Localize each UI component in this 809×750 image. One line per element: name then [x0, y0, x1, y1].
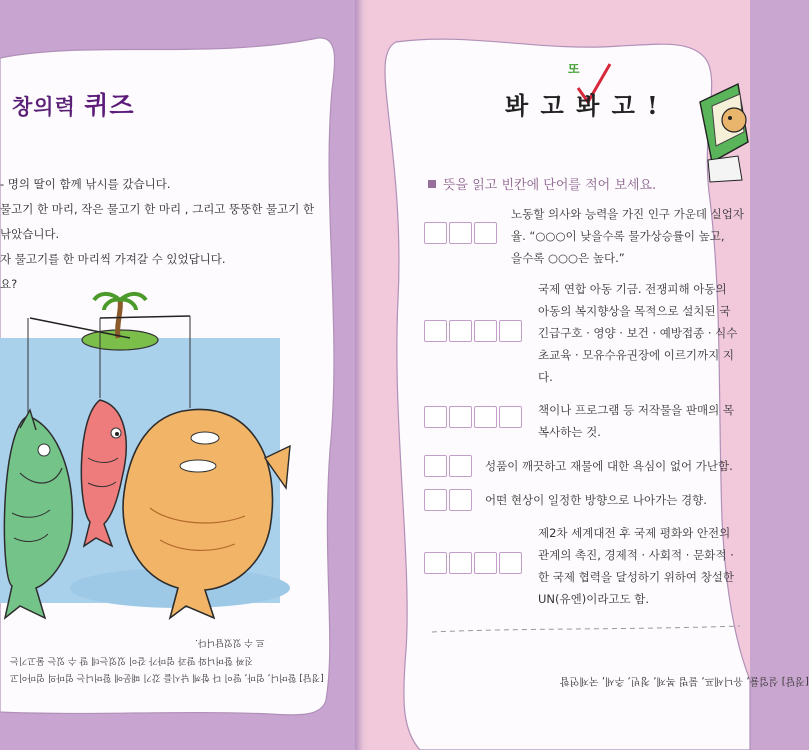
answer-box[interactable] — [424, 222, 447, 244]
answer-box[interactable] — [474, 222, 497, 244]
answer-box[interactable] — [474, 320, 497, 342]
quiz-line-5: 요? — [0, 277, 18, 291]
answer-line-2: 진짜 할머니와 딸과 엄마가 같이 있었는데 딸 수 있는 물고기는 — [10, 655, 254, 665]
instruction-text — [428, 174, 656, 193]
definition-2-line-5: 다. — [538, 370, 553, 384]
answer-footer: [정답] 실업률, 유니세프, 불법 복제, 청빈, 추세, 국제연합 — [560, 675, 809, 686]
instruction-label: 뜻을 읽고 빈칸에 단어를 적어 보세요. — [443, 178, 657, 193]
definition-1-line-3: 을수록 ○○○은 높다.” — [511, 251, 625, 265]
definition-2-line-1: 국제 연합 아동 기금. 전쟁피해 아동의 — [538, 282, 727, 296]
answer-boxes-4[interactable] — [424, 455, 474, 477]
definition-6-line-4: UN(유엔)이라고도 함. — [538, 592, 650, 606]
answer-box[interactable] — [449, 222, 472, 244]
answer-box[interactable] — [424, 455, 447, 477]
answer-boxes-3[interactable] — [424, 406, 524, 428]
definition-4-line-1: 성품이 깨끗하고 재물에 대한 욕심이 없어 가난함. — [485, 459, 733, 473]
answer-box[interactable] — [449, 406, 472, 428]
answer-box[interactable] — [424, 406, 447, 428]
quiz-title-main: 퀴즈 — [84, 91, 135, 120]
bullet-square-icon — [428, 180, 436, 188]
definition-5-line-1: 어떤 현상이 일정한 방향으로 나아가는 경향. — [485, 493, 707, 507]
answer-line-1: [정답] 할머니, 엄마, 딸이 다 함께 낚시를 갔기 때문에 할머니는 엄마의 엄마이고 — [10, 672, 324, 682]
answer-box[interactable] — [424, 489, 447, 511]
right-paper — [385, 39, 750, 750]
definition-1-line-1: 노동할 의사와 능력을 가진 인구 가운데 실업자 — [511, 207, 745, 221]
quiz-title-prefix: 창의력 — [12, 95, 76, 119]
answer-box[interactable] — [449, 455, 472, 477]
quiz-line-4: 자 물고기를 한 마리씩 가져갈 수 있었답니다. — [0, 252, 226, 266]
definition-6-line-2: 관계의 촉진, 경제적 · 사회적 · 문화적 · — [538, 548, 734, 562]
quiz-title — [12, 86, 134, 122]
quiz-line-1: - 명의 딸이 함께 낚시를 갔습니다. — [0, 177, 171, 191]
quiz-line-2: 물고기 한 마리, 작은 물고기 한 마리 , 그리고 뚱뚱한 물고기 한 — [0, 202, 315, 216]
answer-boxes-1[interactable] — [424, 222, 499, 244]
definition-6-line-3: 한 국제 협력을 달성하기 위하여 창설한 — [538, 570, 735, 584]
answer-box[interactable] — [499, 320, 522, 342]
answer-boxes-2[interactable] — [424, 320, 524, 342]
answer-box[interactable] — [424, 320, 447, 342]
answer-box[interactable] — [499, 406, 522, 428]
definition-3-line-2: 복사하는 것. — [538, 425, 601, 439]
answer-line-3: 르 수 있었답니다. — [195, 637, 265, 647]
answer-box[interactable] — [449, 552, 472, 574]
header-badge: 또 — [568, 62, 580, 76]
answer-boxes-5[interactable] — [424, 489, 474, 511]
answer-box[interactable] — [474, 406, 497, 428]
quiz-line-3: 낚았습니다. — [0, 227, 60, 241]
definition-2-line-2: 아동의 복지향상을 목적으로 설치된 국 — [538, 304, 731, 318]
answer-box[interactable] — [474, 552, 497, 574]
definition-3-line-1: 책이나 프로그램 등 저작물을 판매의 목 — [538, 403, 735, 417]
fishing-illustration — [0, 288, 300, 633]
definition-2-line-4: 초교육 · 모유수유권장에 이르기까지 지 — [538, 348, 735, 362]
answer-box[interactable] — [499, 552, 522, 574]
answer-box[interactable] — [449, 489, 472, 511]
definition-2-line-3: 긴급구호 · 영양 · 보건 · 예방접종 · 식수 — [538, 326, 738, 340]
reading-character-illustration — [698, 72, 750, 184]
answer-box[interactable] — [449, 320, 472, 342]
answer-box[interactable] — [424, 552, 447, 574]
definition-1-line-2: 율. “○○○이 낮을수록 물가상승률이 높고, — [511, 229, 725, 243]
definition-6-line-1: 제2차 세계대전 후 국제 평화와 안전의 — [538, 526, 731, 540]
header-title: 봐 고 봐 고 ! — [505, 91, 660, 120]
answer-boxes-6[interactable] — [424, 552, 524, 574]
